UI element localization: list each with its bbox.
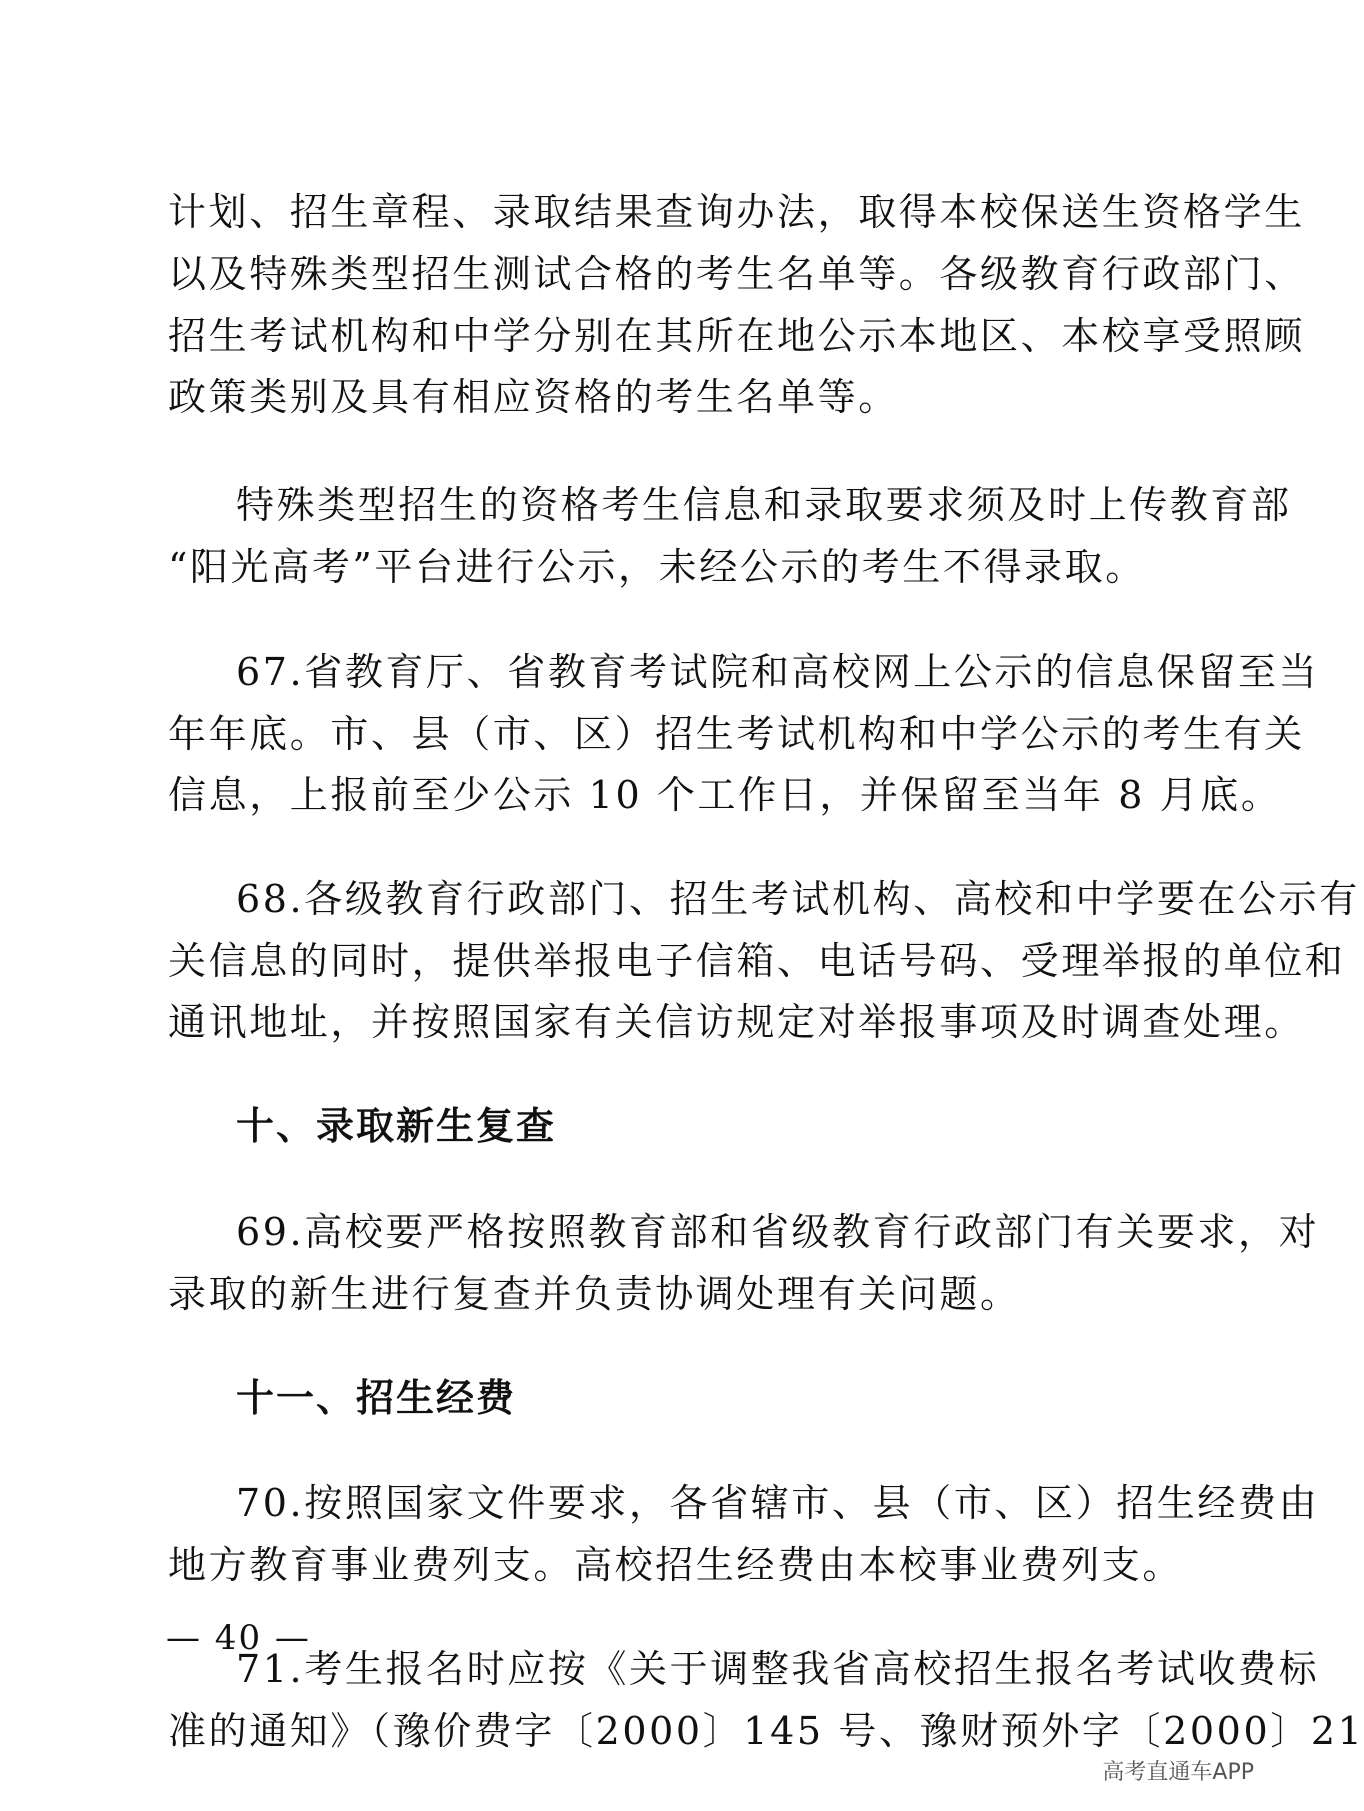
paragraph-line: 年年底。市、县（市、区）招生考试机构和中学公示的考生有关 bbox=[168, 712, 1305, 756]
paragraph-line: 地方教育事业费列支。高校招生经费由本校事业费列支。 bbox=[168, 1543, 1184, 1587]
paragraph-line: 政策类别及具有相应资格的考生名单等。 bbox=[168, 375, 899, 419]
paragraph-line: 计划、招生章程、录取结果查询办法，取得本校保送生资格学生 bbox=[168, 190, 1305, 234]
paragraph-line: 71.考生报名时应按《关于调整我省高校招生报名考试收费标 bbox=[236, 1647, 1320, 1691]
paragraph-line: 68.各级教育行政部门、招生考试机构、高校和中学要在公示有 bbox=[236, 877, 1360, 921]
paragraph-line: “阳光高考”平台进行公示，未经公示的考生不得录取。 bbox=[168, 545, 1146, 589]
paragraph-line: 通讯地址，并按照国家有关信访规定对举报事项及时调查处理。 bbox=[168, 1000, 1305, 1044]
paragraph-line: 70.按照国家文件要求，各省辖市、县（市、区）招生经费由 bbox=[236, 1481, 1320, 1525]
paragraph-line: 准的通知》（豫价费字〔2000〕145 号、豫财预外字〔2000〕21 bbox=[168, 1709, 1364, 1753]
paragraph-line: 招生考试机构和中学分别在其所在地公示本地区、本校享受照顾 bbox=[168, 314, 1305, 358]
paragraph-line: 以及特殊类型招生测试合格的考生名单等。各级教育行政部门、 bbox=[168, 252, 1305, 296]
section-heading: 十一、招生经费 bbox=[236, 1376, 517, 1420]
paragraph-line: 特殊类型招生的资格考生信息和录取要求须及时上传教育部 bbox=[236, 483, 1292, 527]
paragraph-line: 录取的新生进行复查并负责协调处理有关问题。 bbox=[168, 1272, 1021, 1316]
paragraph-line: 67.省教育厅、省教育考试院和高校网上公示的信息保留至当 bbox=[236, 650, 1320, 694]
paragraph-line: 信息，上报前至少公示 10 个工作日，并保留至当年 8 月底。 bbox=[168, 773, 1282, 817]
watermark: 高考直通车APP bbox=[1102, 1760, 1254, 1785]
paragraph-line: 关信息的同时，提供举报电子信箱、电话号码、受理举报的单位和 bbox=[168, 939, 1346, 983]
paragraph-line: 69.高校要严格按照教育部和省级教育行政部门有关要求，对 bbox=[236, 1210, 1320, 1254]
section-heading: 十、录取新生复查 bbox=[236, 1104, 557, 1148]
page-number: — 40 — bbox=[166, 1618, 311, 1658]
